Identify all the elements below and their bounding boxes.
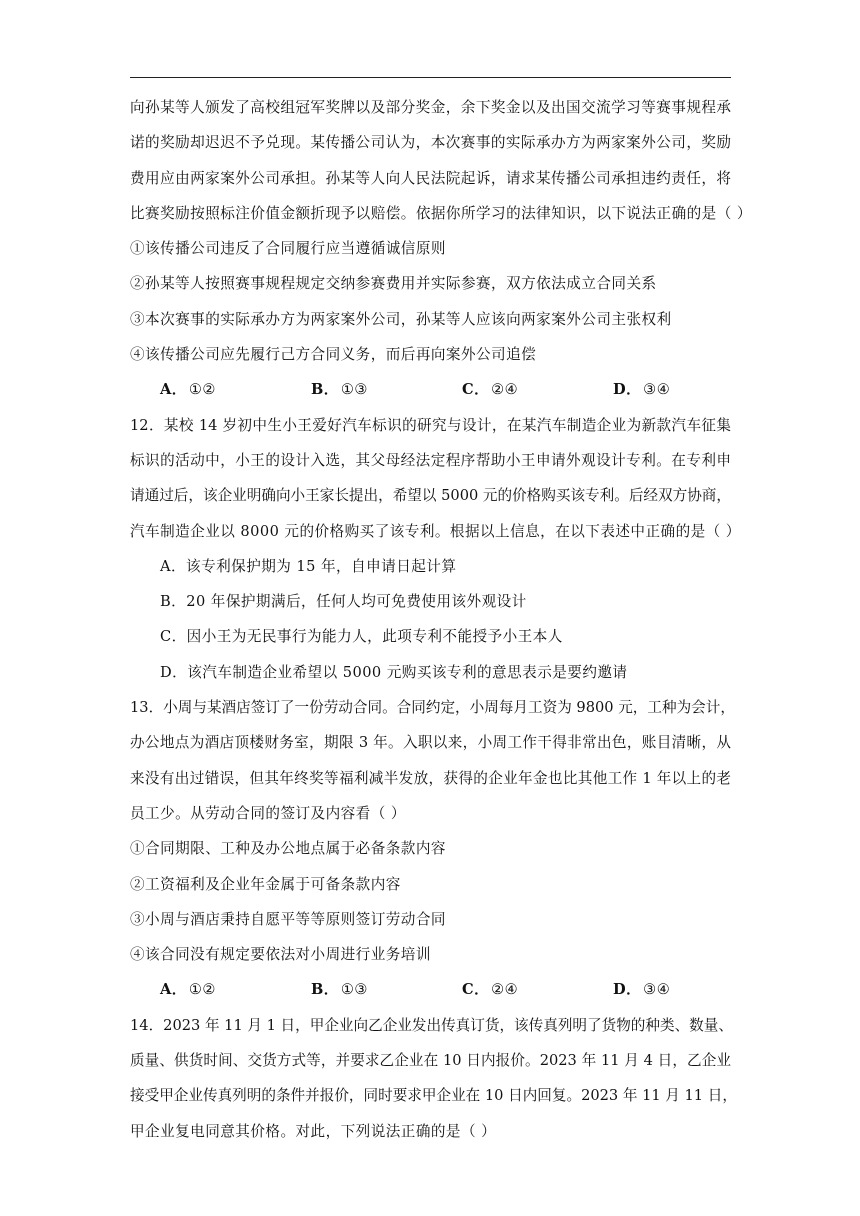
question-text-line: 请通过后，该企业明确向小王家长提出，希望以 5000 元的价格购买该专利。后经双方协商， [130, 487, 731, 505]
question-12 [130, 414, 741, 685]
option-label: A． [160, 381, 187, 399]
question-text-line: 汽车制造企业以 8000 元的价格购买了该专利。根据以上信息，在以下表述中正确的是（ ） [130, 522, 741, 540]
option-label: C． [462, 381, 490, 399]
statement-item: ④该合同没有规定要依法对小周进行业务培训 [130, 946, 431, 964]
option-a[interactable]: A．该专利保护期为 15 年，自申请日起计算 [160, 557, 457, 575]
option-text: ③④ [643, 381, 671, 399]
question-text-line: 员工少。从劳动合同的签订及内容看（ ） [130, 804, 406, 822]
option-text: ②④ [491, 981, 519, 999]
option-label: B． [311, 981, 339, 999]
option-c[interactable] [462, 378, 613, 402]
option-label: D． [613, 981, 642, 999]
option-label: C． [462, 981, 490, 999]
statement-item: ②孙某等人按照赛事规程规定交纳参赛费用并实际参赛，双方依法成立合同关系 [130, 275, 657, 293]
question-text-line: 向孙某等人颁发了高校组冠军奖牌以及部分奖金，余下奖金以及出国交流学习等赛事规程承 [130, 99, 731, 116]
question-text-line: 费用应由两家案外公司承担。孙某等人向人民法院起诉，请求某传播公司承担违约责任，将 [130, 169, 731, 187]
question-text-line: 质量、供货时间、交货方式等，并要求乙企业在 10 日内报价。2023 年 11 月 4 日，乙企业 [130, 1052, 731, 1070]
statement-item: ③本次赛事的实际承办方为两家案外公司，孙某等人应该向两家案外公司主张权利 [130, 310, 672, 328]
exam-page-content [130, 96, 752, 1155]
answer-options [130, 378, 731, 402]
option-text: ①② [188, 981, 216, 999]
answer-options [130, 978, 731, 1002]
option-label: B． [311, 381, 339, 399]
option-a[interactable] [160, 378, 311, 402]
option-b[interactable]: B．20 年保护期满后，任何人均可免费使用该外观设计 [160, 593, 527, 611]
question-text-line: 比赛奖励按照标注价值金额折现予以赔偿。依据你所学习的法律知识，以下说法正确的是（ ） [130, 204, 752, 222]
statement-item: ④该传播公司应先履行己方合同义务，而后再向案外公司追偿 [130, 346, 537, 364]
question-text-line: 13．小周与某酒店签订了一份劳动合同。合同约定，小周每月工资为 9800 元，工种为会计， [130, 699, 735, 717]
question-text-line: 甲企业复电同意其价格。对此，下列说法正确的是（ ） [130, 1122, 497, 1140]
option-d[interactable] [613, 378, 670, 402]
header-rule [130, 77, 731, 78]
option-a[interactable] [160, 978, 311, 1002]
question-13 [130, 696, 735, 1002]
question-text-line: 诺的奖励却迟迟不予兑现。某传播公司认为，本次赛事的实际承办方为两家案外公司，奖励 [130, 134, 731, 152]
statement-item: ①该传播公司违反了合同履行应当遵循诚信原则 [130, 240, 446, 258]
question-text-line: 14．2023 年 11 月 1 日，甲企业向乙企业发出传真订货，该传真列明了货物的种类、数量、 [130, 1016, 733, 1034]
option-text: ①② [188, 381, 216, 399]
statement-item: ①合同期限、工种及办公地点属于必备条款内容 [130, 840, 446, 858]
question-14 [130, 1014, 737, 1144]
option-d[interactable] [613, 978, 670, 1002]
question-text-line: 来没有出过错误，但其年终奖等福利减半发放，获得的企业年金也比其他工作 1 年以上的老 [130, 769, 731, 787]
question-text-line: 接受甲企业传真列明的条件并报价，同时要求甲企业在 10 日内回复。2023 年 11 月 11 日， [130, 1087, 737, 1105]
question-text-line: 标识的活动中，小王的设计入选，其父母经法定程序帮助小王申请外观设计专利。在专利申 [130, 451, 731, 469]
option-text: ②④ [491, 381, 519, 399]
question-text-line: 12．某校 14 岁初中生小王爱好汽车标识的研究与设计，在某汽车制造企业为新款汽车征集 [130, 416, 731, 434]
statement-item: ②工资福利及企业年金属于可备条款内容 [130, 875, 401, 893]
option-c[interactable]: C．因小王为无民事行为能力人，此项专利不能授予小王本人 [160, 628, 563, 646]
option-b[interactable] [311, 378, 462, 402]
statement-item: ③小周与酒店秉持自愿平等等原则签订劳动合同 [130, 910, 446, 928]
option-b[interactable] [311, 978, 462, 1002]
option-c[interactable] [462, 978, 613, 1002]
option-text: ①③ [340, 381, 368, 399]
question-11 [130, 96, 752, 402]
option-text: ①③ [340, 981, 368, 999]
question-text-line: 办公地点为酒店顶楼财务室，期限 3 年。入职以来，小周工作干得非常出色，账目清晰，从 [130, 734, 731, 752]
option-d[interactable]: D．该汽车制造企业希望以 5000 元购买该专利的意思表示是要约邀请 [160, 663, 628, 681]
option-label: A． [160, 981, 187, 999]
option-label: D． [613, 381, 642, 399]
option-text: ③④ [643, 981, 671, 999]
